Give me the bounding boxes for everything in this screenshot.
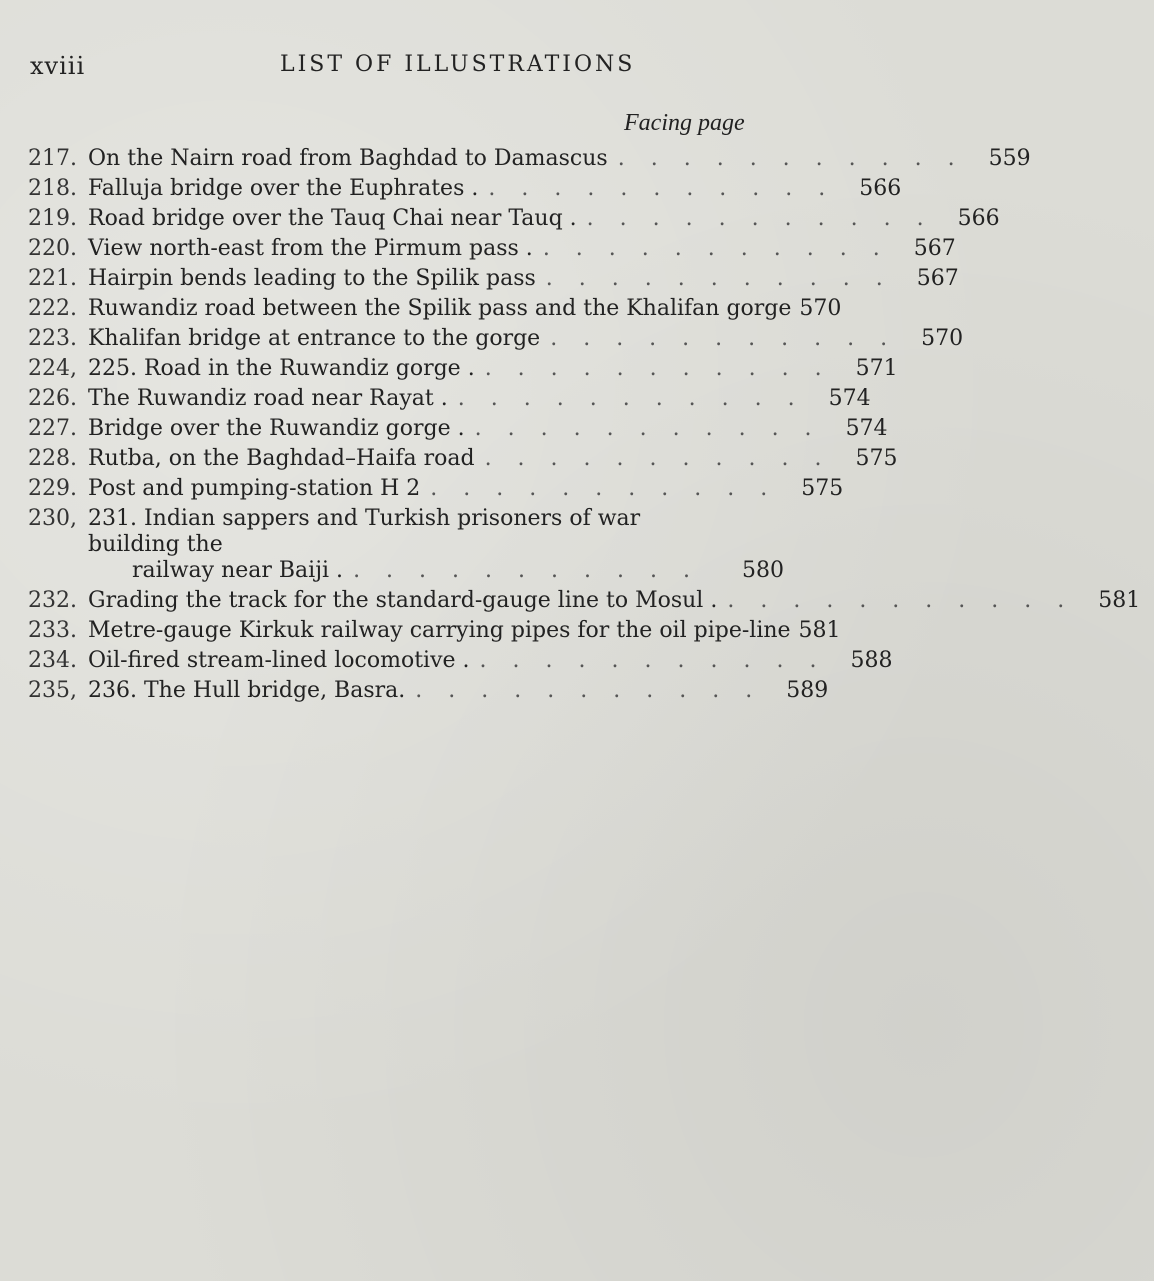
list-item: [28, 588, 1141, 614]
list-item: [28, 476, 844, 502]
list-item: [28, 296, 842, 322]
entry-number: 230,: [28, 506, 77, 531]
entry-page: 567: [916, 266, 959, 291]
entry-page: 570: [921, 326, 964, 351]
entry-number: 221.: [28, 266, 77, 291]
entry-page: 566: [957, 206, 1000, 231]
entry-title: Post and pumping-station H 2 ...........: [88, 476, 794, 501]
entry-title: The Ruwandiz road near Rayat . ...........: [88, 386, 821, 411]
entry-number: 218.: [28, 176, 77, 201]
entry-number: 222.: [28, 296, 77, 321]
list-item: [28, 266, 959, 292]
entry-page: 581: [798, 618, 841, 643]
entry-title: Grading the track for the standard-gauge line to Mosul . ...........: [88, 588, 1091, 613]
running-head: LIST OF ILLUSTRATIONS: [280, 52, 636, 77]
entry-number: 235,: [28, 678, 77, 703]
entry-title: Oil-fired stream-lined locomotive . ...........: [88, 648, 843, 673]
entry-title: Falluja bridge over the Euphrates . ...........: [88, 176, 852, 201]
entry-number: 228.: [28, 446, 77, 471]
entry-page: 589: [786, 678, 829, 703]
entry-page: 574: [845, 416, 888, 441]
entry-page: 580: [742, 558, 784, 583]
entry-number: 220.: [28, 236, 77, 261]
entry-page: 588: [850, 648, 893, 673]
entry-number: 232.: [28, 588, 77, 613]
entry-title: Metre-gauge Kirkuk railway carrying pipes for the oil pipe-line: [88, 618, 791, 643]
entry-title: Bridge over the Ruwandiz gorge . ...........: [88, 416, 838, 441]
entry-page: 574: [828, 386, 871, 411]
entry-title: 231. Indian sappers and Turkish prisoners of war building the railway near Baiji . ...........: [88, 506, 716, 583]
list-item: [28, 236, 956, 262]
list-item: [28, 648, 893, 674]
entry-page: 567: [913, 236, 956, 261]
entry-number: 227.: [28, 416, 77, 441]
entry-page: 570: [799, 296, 842, 321]
entry-page: 575: [801, 476, 844, 501]
list-item: [28, 326, 964, 352]
page-folio: xviii: [30, 52, 86, 80]
list-item: [28, 146, 1031, 172]
column-heading: Facing page: [624, 110, 745, 136]
list-item: [28, 176, 902, 202]
entry-title: Ruwandiz road between the Spilik pass and the Khalifan gorge: [88, 296, 792, 321]
entry-page: 566: [859, 176, 902, 201]
entry-page: 575: [855, 446, 898, 471]
list-item: [28, 386, 871, 412]
entry-page: 559: [988, 146, 1031, 171]
entry-number: 217.: [28, 146, 77, 171]
entry-number: 229.: [28, 476, 77, 501]
list-item: [28, 506, 798, 584]
entry-number: 226.: [28, 386, 77, 411]
list-item: [28, 618, 841, 644]
entry-title: Rutba, on the Baghdad–Haifa road ...........: [88, 446, 848, 471]
list-item: [28, 356, 898, 382]
list-item: [28, 416, 888, 442]
entry-title: Road bridge over the Tauq Chai near Tauq . ...........: [88, 206, 950, 231]
entry-number: 219.: [28, 206, 77, 231]
entry-number: 234.: [28, 648, 77, 673]
entry-page: 581: [1098, 588, 1141, 613]
entry-page: 571: [855, 356, 898, 381]
entry-number: 223.: [28, 326, 77, 351]
entry-number: 224,: [28, 356, 77, 381]
entry-title: On the Nairn road from Baghdad to Damascus ...........: [88, 146, 981, 171]
entry-title: View north-east from the Pirmum pass . ...........: [88, 236, 906, 261]
entry-title: 236. The Hull bridge, Basra. ...........: [88, 678, 779, 703]
entry-title: Hairpin bends leading to the Spilik pass ...........: [88, 266, 909, 291]
list-item: [28, 446, 898, 472]
list-item: [28, 678, 829, 704]
entry-title: Khalifan bridge at entrance to the gorge ...........: [88, 326, 914, 351]
illustration-list: [28, 146, 1141, 708]
page-header: [26, 52, 771, 86]
entry-title: 225. Road in the Ruwandiz gorge . ...........: [88, 356, 848, 381]
list-item: [28, 206, 1000, 232]
entry-number: 233.: [28, 618, 77, 643]
